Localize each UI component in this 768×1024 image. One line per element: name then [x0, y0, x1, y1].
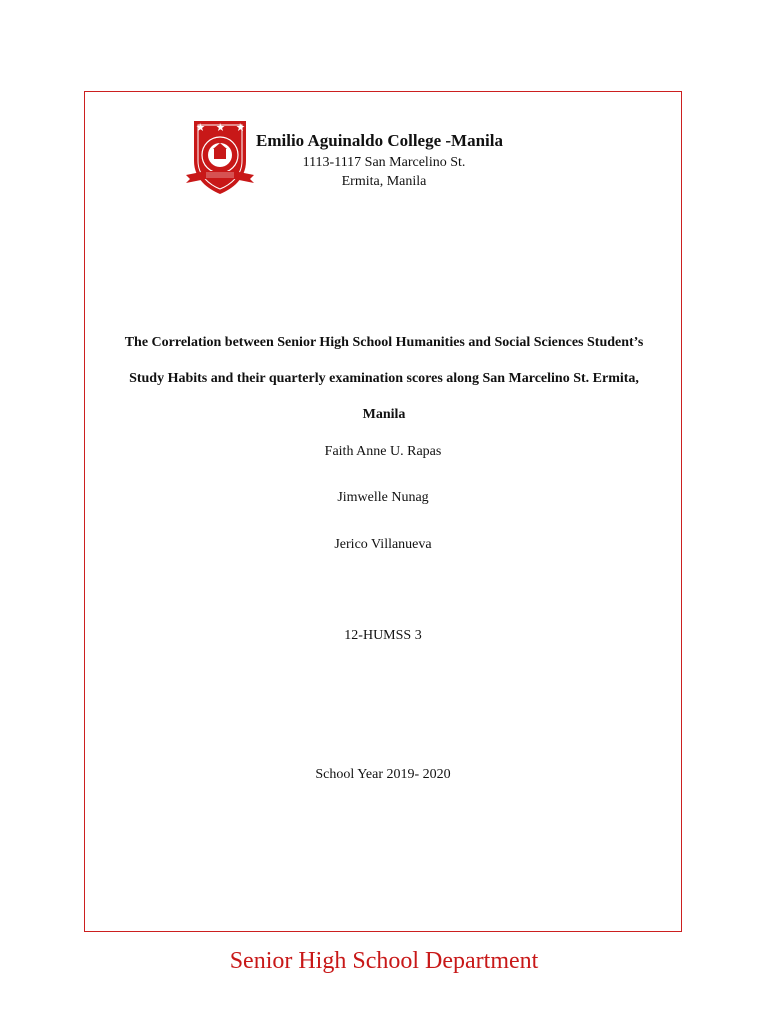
department-footer: Senior High School Department — [229, 948, 539, 974]
research-title — [94, 325, 674, 433]
title-line-3: Manila — [362, 407, 406, 422]
section-label: 12-HUMSS 3 — [344, 628, 422, 643]
author-2: Jimwelle Nunag — [337, 490, 429, 505]
college-name: Emilio Aguinaldo College -Manila — [256, 131, 503, 150]
page-border — [84, 91, 682, 932]
author-3: Jerico Villanueva — [334, 537, 432, 552]
address-line-2: Ermita, Manila — [341, 174, 427, 189]
address-line-1: 1113-1117 San Marcelino St. — [302, 155, 466, 170]
title-line-1: The Correlation between Senior High School Humanities and Social Sciences Student’s — [124, 335, 644, 350]
school-year: School Year 2019- 2020 — [315, 767, 451, 782]
college-address — [284, 153, 484, 191]
college-seal-icon — [184, 117, 256, 197]
author-1: Faith Anne U. Rapas — [324, 444, 442, 459]
title-line-2: Study Habits and their quarterly examination scores along San Marcelino St. Ermita, — [129, 371, 639, 386]
